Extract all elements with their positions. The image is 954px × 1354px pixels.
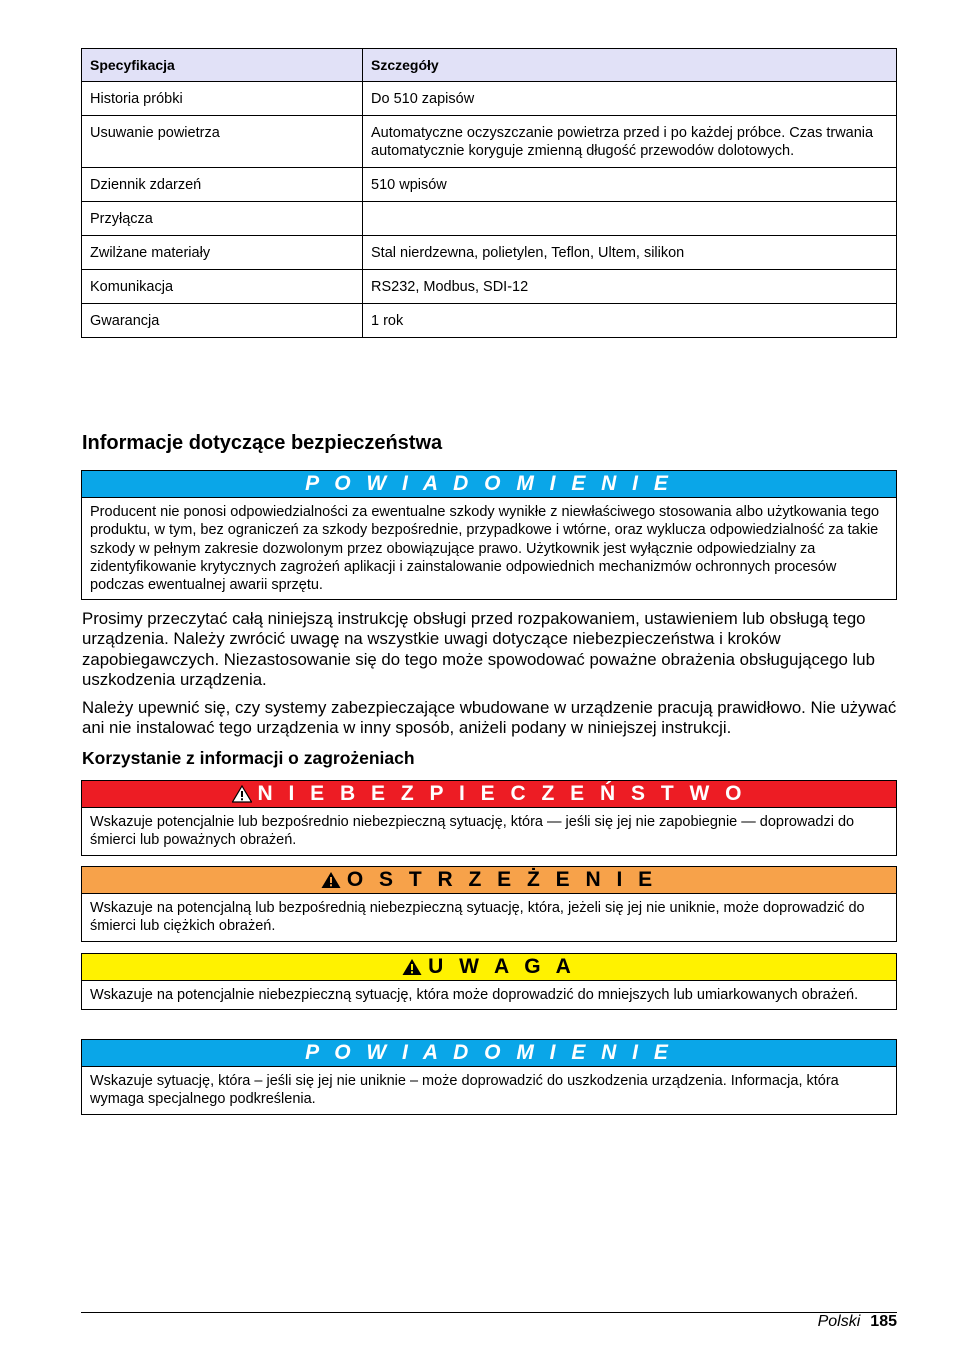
section-heading-hazards: Korzystanie z informacji o zagrożeniach	[82, 748, 415, 768]
table-cell: RS232, Modbus, SDI-12	[363, 270, 897, 304]
notice-text: Producent nie ponosi odpowiedzialności za ewentualne szkody wynikłe z niewłaściwego stosowania albo użytkowania tego produktu, w tym, bez ograniczeń za szkody bezpośrednie, przypadkowe i wtórne, oraz wyklucza odpowiedzialność za takie szkody w pełnym zakresie dozwolonym przez obowiązujące prawo. Użytkownik jest wyłącznie odpowiedzialny za zidentyfikowanie krytycznych zagrożeń aplikacji i zainstalowanie odpowiednich mechanizmów ochronnych procesów podczas ewentualnej awarii sprzętu.	[90, 504, 880, 594]
table-row	[82, 270, 897, 304]
table-cell: 510 wpisów	[363, 168, 897, 202]
table-cell: Stal nierdzewna, polietylen, Teflon, Ultem, silikon	[363, 236, 897, 270]
table-row	[82, 116, 897, 168]
table-row	[82, 202, 897, 236]
page-footer	[818, 1312, 897, 1332]
danger-title: N I E B E Z P I E C Z E Ń S T W O	[257, 782, 747, 805]
table-cell: Automatyczne oczyszczanie powietrza przed i po każdej próbce. Czas trwania automatycznie koryguje zmienną długość przewodów dolotowych.	[363, 116, 897, 168]
table-row	[82, 236, 897, 270]
spec-table	[81, 48, 897, 338]
table-cell: Przyłącza	[82, 202, 363, 236]
danger-text: Wskazuje potencjalnie lub bezpośrednio niebezpieczną sytuację, która — jeśli się jej nie zapobiegnie — doprowadzi do śmierci lub poważnych obrażeń.	[90, 814, 855, 849]
table-row	[82, 168, 897, 202]
footer-language: Polski	[817, 1313, 861, 1330]
safety-paragraph-1: Prosimy przeczytać całą niniejszą instrukcję obsługi przed rozpakowaniem, ustawieniem lub obsługą tego urządzenia. Należy zwrócić uwagę na wszystkie uwagi dotyczące niebezpieczeństwa i kroków zapobiegawczych. Niezastosowanie się do tego może spowodować poważne obrażenia obsługującego lub uszkodzenia urządzenia.	[82, 609, 875, 689]
caution-box	[81, 953, 897, 1010]
table-cell: Zwilżane materiały	[82, 236, 363, 270]
table-cell	[363, 202, 897, 236]
notice-box-liability	[81, 470, 897, 600]
notice-title: P O W I A D O M I E N I E	[82, 1040, 896, 1067]
warning-triangle-icon	[402, 958, 422, 976]
table-header-cell: Specyfikacja	[82, 49, 363, 82]
section-heading-safety: Informacje dotyczące bezpieczeństwa	[82, 432, 443, 454]
table-row	[82, 82, 897, 116]
table-cell: Do 510 zapisów	[363, 82, 897, 116]
footer-divider	[81, 1312, 897, 1313]
table-cell: Komunikacja	[82, 270, 363, 304]
table-row	[82, 304, 897, 338]
table-cell: Historia próbki	[82, 82, 363, 116]
notice-text: Wskazuje sytuację, która – jeśli się jej nie uniknie – może doprowadzić do uszkodzenia urządzenia. Informacja, która wymaga specjalnego podkreślenia.	[90, 1073, 839, 1108]
caution-bar	[82, 954, 896, 981]
table-cell: Gwarancja	[82, 304, 363, 338]
warning-box	[81, 866, 897, 942]
notice-box	[81, 1039, 897, 1115]
warning-triangle-icon	[321, 871, 341, 889]
caution-text: Wskazuje na potencjalnie niebezpieczną sytuację, która może doprowadzić do mniejszych lub umiarkowanych obrażeń.	[90, 987, 859, 1003]
warning-text: Wskazuje na potencjalną lub bezpośrednią niebezpieczną sytuację, która, jeżeli się jej nie uniknie, może doprowadzić do śmierci lub ciężkich obrażeń.	[90, 900, 865, 935]
caution-title: U W A G A	[428, 955, 576, 978]
table-header-cell: Szczegóły	[363, 49, 897, 82]
danger-box	[81, 780, 897, 856]
warning-bar	[82, 867, 896, 894]
danger-bar	[82, 781, 896, 808]
table-header-row	[82, 49, 897, 82]
table-cell: Usuwanie powietrza	[82, 116, 363, 168]
table-cell: 1 rok	[363, 304, 897, 338]
warning-title: O S T R Z E Ż E N I E	[346, 868, 658, 891]
page-number: 185	[870, 1313, 897, 1330]
table-cell: Dziennik zdarzeń	[82, 168, 363, 202]
warning-triangle-icon	[232, 785, 252, 803]
notice-title: P O W I A D O M I E N I E	[82, 471, 896, 498]
safety-paragraph-2: Należy upewnić się, czy systemy zabezpieczające wbudowane w urządzenie pracują prawidłowo. Nie używać ani nie instalować tego urządzenia w inny sposób, aniżeli podany w niniejszej instrukcji.	[82, 698, 897, 738]
